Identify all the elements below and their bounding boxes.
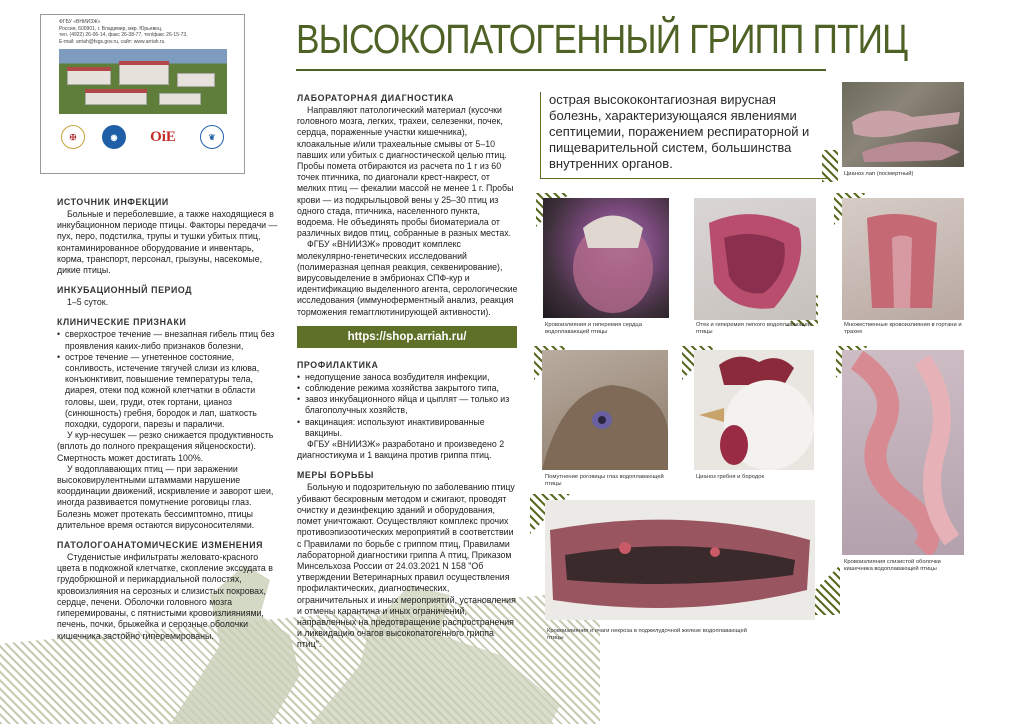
prevention-item: • вакцинация: используют инактивированные вакцины.	[297, 417, 519, 439]
incubation-text: 1–5 суток.	[67, 297, 109, 308]
fao-logo-icon: ❦	[200, 125, 224, 149]
clinical-waterfowl-text: У водоплавающих птиц — при заражении высоковирулентными штаммами нарушение координации движений, искривление и заворот шеи, иногда развивается помутнение роговицы глаз. Болезнь может протекать бессимптомно, птицы длительное время остаются вирусоносителями.	[57, 463, 274, 530]
photo-stomach	[545, 500, 815, 620]
pathology-heading: ПАТОЛОГОАНАТОМИЧЕСКИЕ ИЗМЕНЕНИЯ	[57, 540, 264, 551]
oie-logo: OiE	[150, 128, 176, 145]
page-title: ВЫСОКОПАТОГЕННЫЙ ГРИПП ПТИЦ	[296, 16, 908, 62]
prevention-item: • недопущение заноса возбудителя инфекции,	[297, 372, 519, 383]
org-line: Россия, 600901, г. Владимир, мкр. Юрьевец,	[59, 25, 163, 32]
pathology-text: Студенистые инфильтраты желовато-красного цвета в подкожной клетчатке, скопление экссудата в грудобрюшной и перикардиальной полостях, кровоизлияния на серозных и слизистых покровах, сердце, печени. Оболочки головного мозга гиперемированы, с пятнистыми кровоизлияниями, печень, почки, брыжейка и серозные оболочки кишечника застойно гиперемированы.	[57, 552, 273, 641]
org-line: тел. (4922) 26-06-14, факс 26-38-77, тел/факс 26-15-73,	[59, 32, 188, 38]
clinical-item: • острое течение — угнетенное состояние, сонливость, истечение тягучей слизи из клюва, конъюнктивит, повышение температуры тела, диарея, отеки под кожной клетчатки в области головы, шеи, груди, отек гортани, цианоз (синюшность) гребня, бородок и лап, шаткость походки, судороги, парезы и параличи.	[57, 352, 279, 430]
org-line: E-mail: arriah@fsgs.gov.ru, сайт: www.arriah.ru	[59, 38, 165, 45]
prevention-heading: ПРОФИЛАКТИКА	[297, 359, 379, 370]
photo-heart	[543, 198, 669, 318]
caption-heart: Кровоизлияния и гиперемия сердца водоплавающей птицы	[545, 322, 642, 335]
prevention-item: • завоз инкубационного яйца и цыплят — только из благополучных хозяйств,	[297, 394, 519, 416]
photo-feet-cyanosis	[842, 82, 964, 167]
caption-duck: Помутнение роговицы глаз водоплавающей птицы	[545, 474, 664, 487]
photo-duck-eye	[542, 350, 668, 470]
caption-feet: Цианоз лап (посмертный)	[844, 171, 914, 177]
incubation-heading: ИНКУБАЦИОННЫЙ ПЕРИОД	[57, 285, 193, 296]
clinical-heading: КЛИНИЧЕСКИЕ ПРИЗНАКИ	[57, 317, 187, 328]
source-heading: ИСТОЧНИК ИНФЕКЦИИ	[57, 197, 169, 207]
title-underline	[296, 69, 826, 71]
clinical-item: • сверхострое течение — внезапная гибель птиц без проявления каких-либо признаков болезни,	[57, 329, 279, 351]
clinical-hens-text: У кур-несушек — резко снижается продуктивность (вплоть до полного прекращения яйценоскости). Смертность может достигать 100%.	[57, 430, 274, 463]
shop-url-link[interactable]: https://shop.arriah.ru/	[297, 326, 517, 348]
control-heading: МЕРЫ БОРЬБЫ	[297, 470, 375, 481]
vniizh-logo-icon: ◉	[102, 125, 126, 149]
photo-intestine	[842, 350, 964, 555]
photo-larynx	[842, 198, 964, 320]
state-emblem-icon: ✠	[61, 125, 85, 149]
prevention-item: • соблюдение режима хозяйства закрытого типа,	[297, 383, 519, 394]
caption-lung: Отек и гиперемия легкого водоплавающей птицы	[696, 322, 812, 335]
photo-rooster	[694, 350, 814, 470]
caption-larynx: Множественные кровоизлияния в гортани и трахее	[844, 322, 962, 335]
photo-lung	[694, 198, 816, 320]
caption-stomach: Кровоизлияния и очаги некроза в поджелудочной железе водоплавающей птицы	[547, 628, 747, 641]
campus-aerial-photo	[59, 49, 227, 114]
left-column	[57, 197, 279, 642]
caption-rooster: Цианоз гребня и бородок	[696, 474, 765, 480]
lab-text-2: ФГБУ «ВНИИЗЖ» проводит комплекс молекулярно-генетических исследований (полимеразная цепная реакция, секвенирование), вирусовыделение в эмбрионах СПФ-кур и идентификацию выделенного агента, серологические исследования (иммуноферментный анализ, реакция торможения гемагглютинирующей активности).	[297, 239, 518, 317]
middle-column	[297, 93, 519, 651]
source-text: Больные и переболевшие, а также находящиеся в инкубационном периоде птицы. Факторы передачи — пух, перо, подстилка, трупы и тушки убитых птиц, контаминированное оборудование и инвентарь, корма, транспорт, персонал, грызуны, насекомые, дикие птицы.	[57, 209, 278, 276]
prevention-text: ФГБУ «ВНИИЗЖ» разработано и произведено 2 диагностикума и 1 вакцина против гриппа птиц.	[297, 439, 505, 461]
control-text: Больную и подозрительную по заболеванию птицу убивают бескровным методом и сжигают, проводят очистку и дезинфекцию зданий и оборудования, помет уничтожают. Осуществляют комплекс прочих противоэпизоотических мероприятий в соответствии с Правилами по борьбе с гриппом птиц, Правилами лабораторной диагностики гриппа А птиц, Приказом Минсельхоза России от 24.03.2021 N 158 "Об утверждении Ветеринарных правил осуществления профилактических, диагностических, ограничительных и иных мероприятий, установления и отмены карантина и иных ограничений, направленных на предотвращение распространения и ликвидацию очагов высокопатогенного гриппа птиц".	[297, 482, 516, 650]
lab-heading: ЛАБОРАТОРНАЯ ДИАГНОСТИКА	[297, 93, 455, 103]
caption-intestine: Кровоизлияния слизистой оболочки кишечника водоплавающей птицы	[844, 559, 941, 572]
organization-card	[40, 14, 245, 174]
partner-logos	[59, 125, 226, 149]
lab-text-1: Направляют патологический материал (кусочки головного мозга, легких, трахеи, селезенки, почек, сердца, пораженные участки кишечника), клоакальные и/или трахеальные смывы от 5–10 павших или убитых с диагностической целью птиц. Пробы помета отбираются из расчета по 1 г из 60 точек птичника, по диагонали крест-накрест, от мелких птиц — фекалии массой не менее 1 г. Пробы крови — из подкрыльцовой вены у 25–30 птиц из одного стада, птичника, населенного пункта, водоема. Не объединять пробы биоматериала от различных видов птиц, собранные в разных местах.	[297, 105, 514, 239]
org-line: ФГБУ «ВНИИЗЖ»	[59, 19, 101, 25]
disease-description: острая высококонтагиозная вирусная болезнь, характеризующаяся явлениями септицемии, поражением респираторной и пищеварительной систем, большинства внутренних органов.	[540, 92, 830, 179]
